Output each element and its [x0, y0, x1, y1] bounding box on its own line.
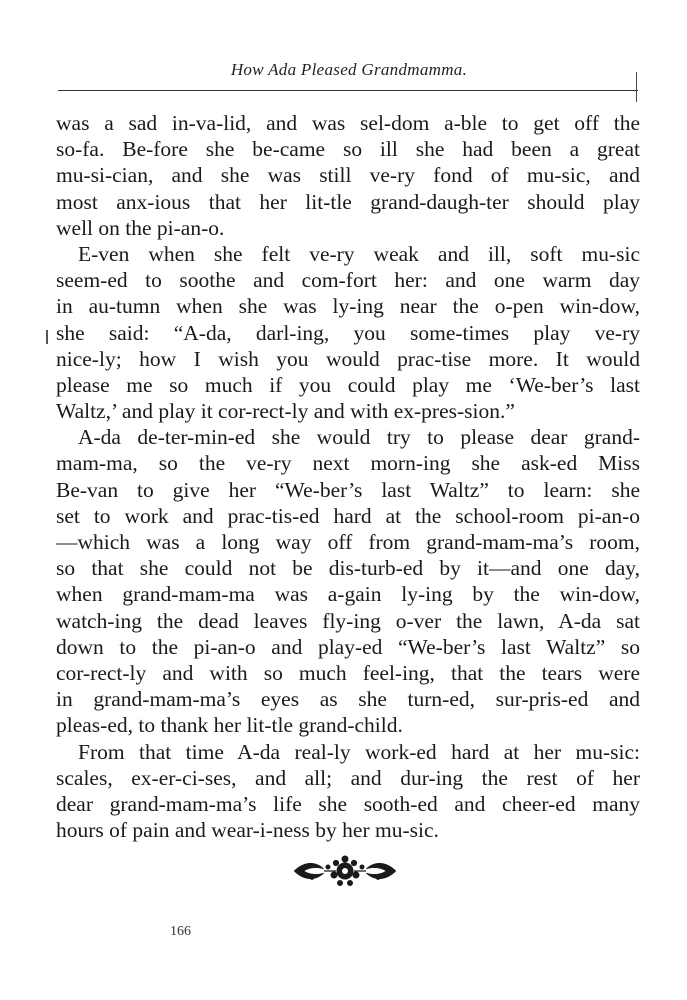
body-text [56, 110, 640, 843]
text-line: A-da de-ter-min-ed she would try to please dear grand- [78, 425, 640, 450]
text-line: From that time A-da real-ly work-ed hard at her mu-sic: [78, 739, 640, 764]
text-line: hours of pain and wear-i-ness by her mu-sic. [56, 818, 439, 843]
running-head: How Ada Pleased Grandmamma. [230, 60, 468, 79]
text-line: well on the pi-an-o. [56, 215, 225, 240]
text-line: —which was a long way off from grand-mam-ma’s room, [56, 530, 640, 554]
text-line: please me so much if you could play me ‘We-ber’s last [56, 372, 640, 397]
text-line: nice-ly; how I wish you would prac-tise more. It would [56, 346, 640, 371]
text-line: dear grand-mam-ma’s life she sooth-ed and cheer-ed many [56, 791, 640, 816]
header-rule [58, 90, 638, 91]
text-line: Waltz,’ and play it cor-rect-ly and with ex-pres-sion.” [56, 399, 515, 424]
text-line: set to work and prac-tis-ed hard at the school-room pi-an-o [56, 503, 640, 528]
floral-tailpiece-icon [290, 853, 400, 889]
text-line: mam-ma, so the ve-ry next morn-ing she ask-ed Miss [56, 451, 640, 476]
text-line: when grand-mam-ma was a-gain ly-ing by the win-dow, [56, 582, 640, 607]
text-line: mu-si-cian, and she was still ve-ry fond of mu-sic, and [56, 163, 640, 188]
text-line: most anx-ious that her lit-tle grand-daugh-ter should play [56, 189, 640, 214]
text-line: E-ven when she felt ve-ry weak and ill, soft mu-sic [78, 241, 640, 266]
text-line: down to the pi-an-o and play-ed “We-ber’s last Waltz” so [56, 634, 640, 659]
text-line: pleas-ed, to thank her lit-tle grand-child. [56, 713, 403, 738]
text-line: cor-rect-ly and with so much feel-ing, that the tears were [56, 660, 640, 685]
margin-mark [46, 330, 48, 344]
text-line: so-fa. Be-fore she be-came so ill she had been a great [56, 137, 640, 162]
text-line: she said: “A-da, darl-ing, you some-times play ve-ry [56, 320, 640, 345]
page-number: 166 [170, 924, 191, 939]
text-line: so that she could not be dis-turb-ed by it—and one day, [56, 556, 640, 581]
text-line: was a sad in-va-lid, and was sel-dom a-ble to get off the [56, 111, 640, 135]
text-line: in au-tumn when she was ly-ing near the o-pen win-dow, [56, 294, 640, 319]
text-line: Be-van to give her “We-ber’s last Waltz” to learn: she [56, 477, 640, 502]
text-line: seem-ed to soothe and com-fort her: and one warm day [56, 268, 640, 293]
text-line: scales, ex-er-ci-ses, and all; and dur-ing the rest of her [56, 765, 640, 790]
text-line: in grand-mam-ma’s eyes as she turn-ed, sur-pris-ed and [56, 687, 640, 712]
page-edge-mark [636, 72, 637, 102]
text-line: watch-ing the dead leaves fly-ing o-ver the lawn, A-da sat [56, 608, 640, 633]
